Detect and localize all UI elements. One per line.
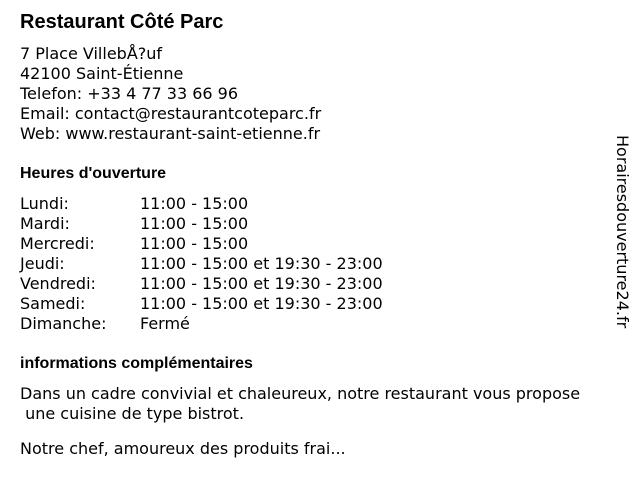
day-label: Dimanche: — [20, 314, 107, 333]
website-address: Web: www.restaurant-saint-etienne.fr — [20, 124, 321, 143]
description-excerpt: Notre chef, amoureux des produits frai... — [20, 439, 346, 458]
hours-row-thursday — [20, 254, 440, 274]
restaurant-name: Restaurant Côté Parc — [20, 11, 224, 33]
hours-row-friday — [20, 274, 440, 294]
opening-hours-table — [20, 194, 440, 334]
phone-number: Telefon: +33 4 77 33 66 96 — [20, 84, 239, 103]
day-label: Mardi: — [20, 214, 70, 233]
day-label: Samedi: — [20, 294, 86, 313]
time-value: 11:00 - 15:00 et 19:30 - 23:00 — [140, 274, 383, 293]
address-block — [20, 44, 321, 144]
hours-row-sunday — [20, 314, 440, 334]
time-value: 11:00 - 15:00 et 19:30 - 23:00 — [140, 294, 383, 313]
time-value: 11:00 - 15:00 — [140, 214, 249, 233]
time-value: Fermé — [140, 314, 190, 333]
additional-info-heading: informations complémentaires — [20, 355, 253, 372]
day-label: Lundi: — [20, 194, 69, 213]
street-address: 7 Place VillebÅ?uf — [20, 44, 163, 63]
city-postcode: 42100 Saint-Étienne — [20, 64, 184, 83]
email-address: Email: contact@restaurantcoteparc.fr — [20, 104, 322, 123]
watermark-text: Horairesdouverture24.fr — [613, 135, 632, 329]
opening-hours-heading: Heures d'ouverture — [20, 165, 167, 182]
day-label: Vendredi: — [20, 274, 96, 293]
description-paragraph: Dans un cadre convivial et chaleureux, notre restaurant vous propose une cuisine de type bistrot. — [20, 384, 581, 423]
time-value: 11:00 - 15:00 — [140, 234, 249, 253]
hours-row-wednesday — [20, 234, 440, 254]
time-value: 11:00 - 15:00 et 19:30 - 23:00 — [140, 254, 383, 273]
day-label: Jeudi: — [20, 254, 65, 273]
time-value: 11:00 - 15:00 — [140, 194, 249, 213]
day-label: Mercredi: — [20, 234, 95, 253]
hours-row-monday — [20, 194, 440, 214]
hours-row-tuesday — [20, 214, 440, 234]
hours-row-saturday — [20, 294, 440, 314]
